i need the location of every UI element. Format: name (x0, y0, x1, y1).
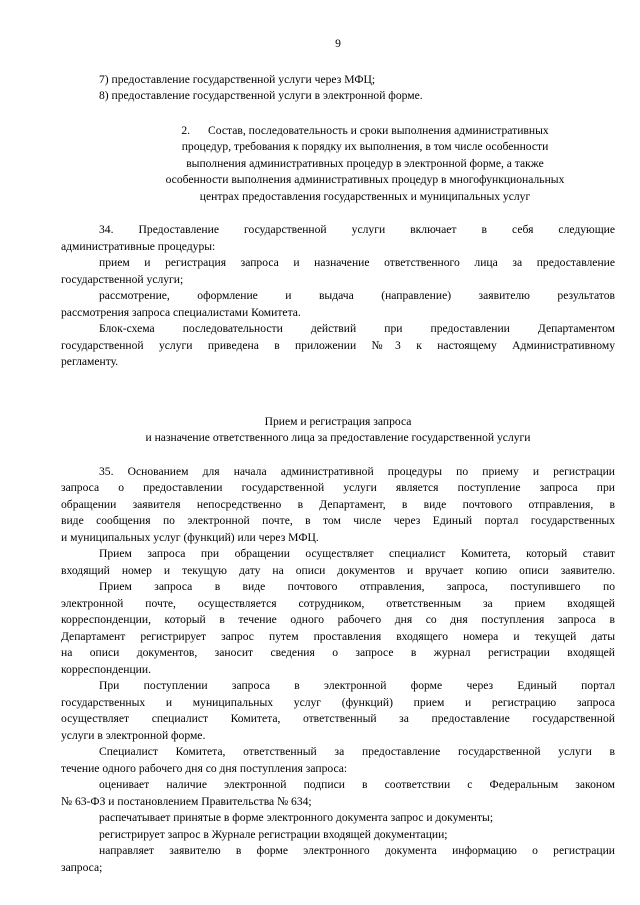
procedure-item: рассмотрение, оформление и выдача (направление) заявителю результатов (99, 289, 615, 302)
section-heading (61, 123, 615, 206)
subheading-line: и назначение ответственного лица за предоставление государственной услуги (145, 431, 531, 444)
section-title-line: центрах предоставления государственных и муниципальных услуг (199, 189, 531, 203)
paragraph-mail: Прием запроса в виде почтового отправления, запроса, поступившего по электронной почте, осуществляется сотрудником, ответственным за прием входящей корреспонденции, который в течение одного рабочего дня со дня поступления запроса в Департамент регистрирует запрос путем проставления входящего номера и текущей даты на описи документов, заносит сведения о запросе в журнал регистрации входящей корреспонденции. (61, 580, 615, 676)
flowchart-reference: Блок-схема последовательности действий при предоставлении Департаментом (99, 322, 615, 335)
page-number: 9 (335, 37, 341, 50)
paragraph-35: 35. Основанием для начала административной процедуры по приему и регистрации запроса о предоставлении государственной услуги является поступление запроса при обращении заявителя непосредственно в Департамент, в виде почтового отправления, в виде сообщения по электронной почте, в том числе через Единый портал государственных и муниципальных услуг (функций) или через МФЦ. (61, 464, 615, 544)
paragraph-receive: Прием запроса при обращении осуществляет специалист Комитета, который ставит входящий номер и текущую дату на описи документов и вручает копию описи заявителю. (61, 547, 615, 577)
list-item-8: 8) предоставление государственной услуги в электронной форме. (99, 89, 423, 102)
paragraph-34: 34. Предоставление государственной услуги включает в себя следующие административные процедуры: прием и регистрация запроса и назначение ответственного лица за предоставление государственной услуги; рассмотрение, оформление и выдача (направление) заявителю результатов рассмотрения запроса специалистами Комитета. Блок-схема последовательности действий при предоставлении Департаментом государственной услуги приведена в приложении №3 к настоящему Административному регламенту. (61, 223, 615, 368)
section-title-line: особенности выполнения административных процедур в многофункциональных (165, 173, 565, 186)
action-item: регистрирует запрос в Журнале регистрации входящей документации; (99, 827, 448, 841)
action-list: оценивает наличие электронной подписи в соответствии с Федеральным законом № 63-ФЗ и постановлением Правительства № 634; распечатывает принятые в форме электронного документа запрос и документы; регистрирует запрос в Журнале регистрации входящей документации; направляет заявителю в форме электронного документа информацию о регистрации запроса; (61, 778, 615, 874)
procedure-item: прием и регистрация запроса и назначение ответственного лица за предоставление (99, 256, 615, 269)
list-item-7: 7) предоставление государственной услуги через МФЦ; (99, 72, 376, 86)
section-title-line: Состав, последовательность и сроки выполнения административных (208, 123, 549, 137)
paragraph-specialist: Специалист Комитета, ответственный за предоставление государственной услуги в течение одного рабочего дня со дня поступления запроса: (61, 745, 615, 775)
action-item: направляет заявителю в форме электронного документа информацию о регистрации (99, 844, 615, 857)
section-title-line: выполнения административных процедур в электронной форме, а также (186, 156, 544, 170)
section-number: 2. (181, 123, 191, 137)
action-item: оценивает наличие электронной подписи в соответствии с Федеральным законом (99, 778, 615, 791)
action-item: распечатывает принятые в форме электронного документа запрос и документы; (99, 811, 494, 824)
section-title-line: процедур, требования к порядку их выполнения, в том числе особенности (181, 140, 549, 153)
subheading-line: Прием и регистрация запроса (264, 414, 412, 428)
paragraph-portal: При поступлении запроса в электронной форме через Единый портал государственных и муниципальных услуг (функций) прием и регистрацию запроса осуществляет специалист Комитета, ответственный за предоставление государственной услуги в электронной форме. (61, 679, 615, 742)
